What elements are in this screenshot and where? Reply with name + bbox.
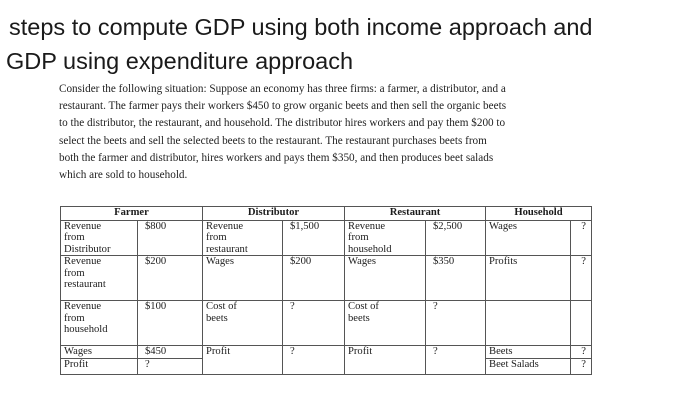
- household-beets-label: Beets: [486, 346, 570, 358]
- distributor-profit-value: ?: [283, 346, 345, 375]
- title-line-1: steps to compute GDP using both income approach and: [9, 14, 593, 40]
- distributor-cost-label: Cost of beets: [203, 301, 283, 346]
- distributor-wages-label: Wages: [203, 256, 283, 301]
- household-empty-value: [571, 301, 592, 346]
- farmer-wages-value: $450: [138, 346, 202, 358]
- passage-line: which are sold to household.: [59, 169, 188, 182]
- distributor-revenue-value: $1,500: [283, 221, 345, 256]
- household-empty-cell: [486, 301, 571, 346]
- passage-line: both the farmer and distributor, hires workers and pays them $350, and then produces beet salads: [59, 151, 494, 164]
- household-beet-salads-value: ?: [581, 358, 586, 370]
- household-profits-label: Profits: [486, 256, 571, 301]
- title-line-2: GDP using expenditure approach: [6, 48, 354, 74]
- restaurant-wages-label: Wages: [345, 256, 426, 301]
- farmer-revenue-restaurant-label: Revenue from restaurant: [61, 256, 138, 301]
- household-beets-values: [571, 346, 592, 375]
- farmer-revenue-distributor-value: $800: [138, 221, 203, 256]
- restaurant-header: Restaurant: [345, 207, 486, 221]
- table-row: [61, 221, 592, 256]
- restaurant-profit-value: ?: [426, 346, 486, 375]
- farmer-revenue-distributor-label: Revenue from Distributor: [61, 221, 138, 256]
- table-row: [61, 256, 592, 301]
- page-title: [6, 10, 696, 78]
- passage-line: to the distributor, the restaurant, and household. The distributor hires workers and pay them $200 to: [59, 117, 506, 130]
- household-wages-value: ?: [571, 221, 592, 256]
- distributor-revenue-label: Revenue from restaurant: [203, 221, 283, 256]
- table-row: [61, 346, 592, 375]
- restaurant-revenue-label: Revenue from household: [345, 221, 426, 256]
- restaurant-cost-value: ?: [426, 301, 486, 346]
- farmer-wages-profit-label: [61, 346, 138, 375]
- passage-line: restaurant. The farmer pays their workers $450 to grow organic beets and then sell the organic beets: [59, 100, 507, 113]
- farmer-profit-value: ?: [145, 358, 150, 370]
- passage-line: select the beets and sell the selected beets to the restaurant. The restaurant purchases beets from: [59, 134, 487, 147]
- table-header-row: [61, 207, 592, 221]
- farmer-wages-label: Wages: [61, 346, 137, 358]
- farmer-revenue-household-value: $100: [138, 301, 203, 346]
- restaurant-revenue-value: $2,500: [426, 221, 486, 256]
- passage-line: Consider the following situation: Suppose an economy has three firms: a farmer, a distributor, and a: [59, 83, 506, 95]
- household-wages-label: Wages: [486, 221, 571, 256]
- household-beet-salads-label: Beet Salads: [489, 358, 539, 370]
- problem-passage: [59, 81, 639, 184]
- farmer-profit-label: Profit: [64, 358, 89, 370]
- household-beets-value: ?: [571, 346, 591, 358]
- farmer-header: Farmer: [61, 207, 203, 221]
- farmer-wages-profit-value: [138, 346, 203, 375]
- distributor-cost-value: ?: [283, 301, 345, 346]
- restaurant-profit-label: Profit: [345, 346, 426, 375]
- household-beets-block: [486, 346, 571, 375]
- household-header: Household: [486, 207, 592, 221]
- gdp-table: [60, 206, 592, 375]
- table-row: [61, 301, 592, 346]
- household-profits-value: ?: [571, 256, 592, 301]
- distributor-header: Distributor: [203, 207, 345, 221]
- distributor-profit-label: Profit: [203, 346, 283, 375]
- distributor-wages-value: $200: [283, 256, 345, 301]
- farmer-revenue-household-label: Revenue from household: [61, 301, 138, 346]
- farmer-revenue-restaurant-value: $200: [138, 256, 203, 301]
- restaurant-cost-label: Cost of beets: [345, 301, 426, 346]
- restaurant-wages-value: $350: [426, 256, 486, 301]
